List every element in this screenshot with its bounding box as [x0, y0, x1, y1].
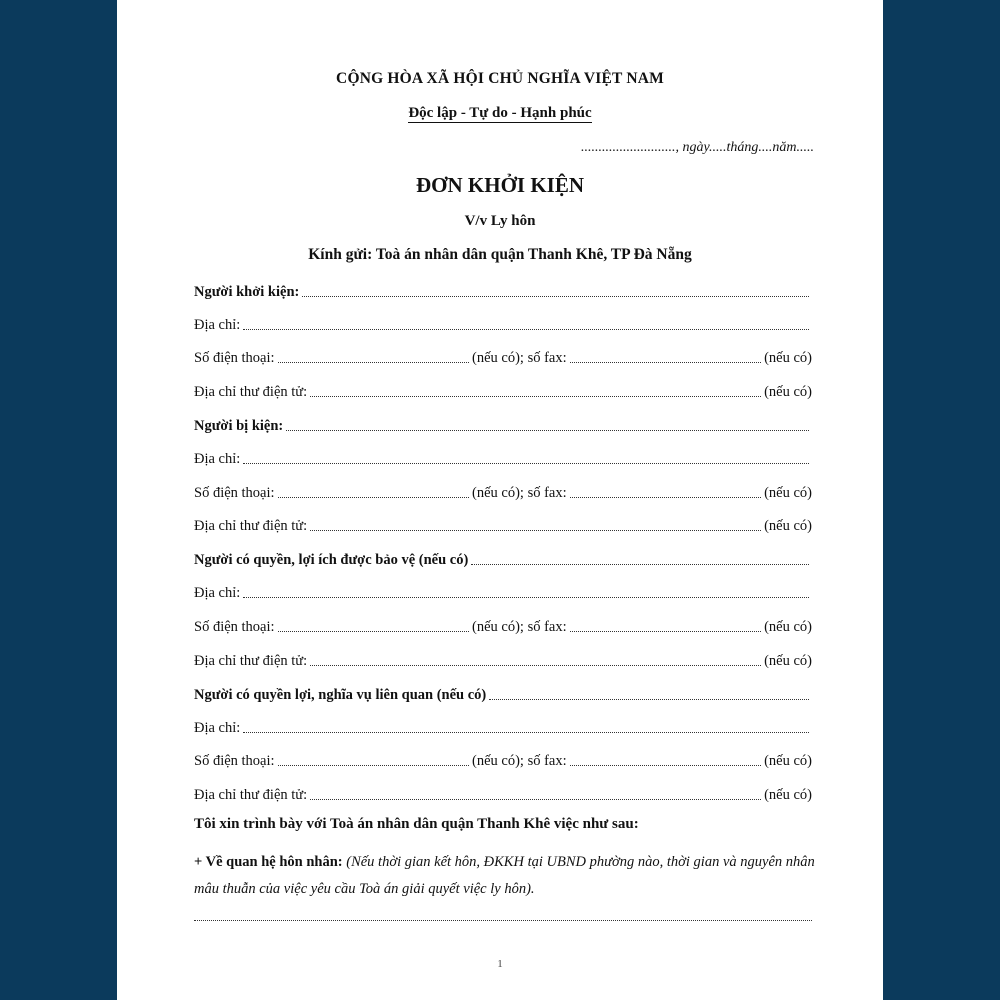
related-party-address-row [194, 715, 812, 737]
email-label: Địa chỉ thư điện tử: [194, 518, 308, 534]
protected-party-name-field[interactable] [471, 563, 809, 565]
address-label: Địa chỉ: [194, 451, 241, 467]
protected-party-address-row [194, 580, 812, 602]
defendant-fax-field[interactable] [570, 496, 761, 498]
plaintiff-address-row [194, 312, 812, 334]
related-party-phone-row [194, 748, 812, 770]
if-any-label: (nếu có) [764, 619, 812, 635]
plaintiff-fax-field[interactable] [570, 361, 761, 363]
defendant-phone-field[interactable] [278, 496, 469, 498]
protected-party-phone-field[interactable] [278, 630, 469, 632]
email-label: Địa chỉ thư điện tử: [194, 384, 308, 400]
date-line: ..........................., ngày.....tháng....năm..... [581, 140, 814, 155]
if-any-label: (nếu có) [764, 485, 812, 501]
page-number: 1 [497, 958, 503, 970]
defendant-name-field[interactable] [286, 429, 809, 431]
if-any-label: (nếu có) [764, 384, 812, 400]
related-party-label: Người có quyền lợi, nghĩa vụ liên quan (nếu có) [194, 687, 487, 703]
plaintiff-name-row [194, 279, 812, 301]
defendant-phone-row [194, 480, 812, 502]
address-label: Địa chỉ: [194, 317, 241, 333]
motto [117, 105, 883, 122]
email-label: Địa chỉ thư điện tử: [194, 787, 308, 803]
protected-party-row [194, 547, 812, 569]
statement-intro: Tôi xin trình bày với Toà án nhân dân quận Thanh Khê việc như sau: [194, 816, 639, 832]
recipient-line: Kính gửi: Toà án nhân dân quận Thanh Khê, TP Đà Nẵng [308, 246, 692, 263]
protected-party-label: Người có quyền, lợi ích được bảo vệ (nếu có) [194, 552, 469, 568]
plaintiff-name-field[interactable] [302, 295, 809, 297]
related-party-fax-field[interactable] [570, 764, 761, 766]
if-any-label: (nếu có) [764, 787, 812, 803]
defendant-name-row [194, 413, 812, 435]
related-party-address-field[interactable] [243, 731, 809, 733]
related-party-email-field[interactable] [310, 798, 761, 800]
defendant-email-field[interactable] [310, 529, 761, 531]
related-party-name-field[interactable] [489, 698, 809, 700]
form-subject: V/v Ly hôn [464, 213, 536, 229]
plaintiff-email-field[interactable] [310, 395, 761, 397]
marriage-details-field[interactable] [194, 918, 812, 921]
related-party-phone-field[interactable] [278, 764, 469, 766]
document-page [117, 0, 883, 1000]
form-title: ĐƠN KHỞI KIỆN [415, 173, 585, 197]
if-any-label: (nếu có) [764, 350, 812, 366]
protected-party-phone-row [194, 614, 812, 636]
protected-party-email-row [194, 648, 812, 670]
if-any-label: (nếu có) [764, 653, 812, 669]
marriage-heading: + Về quan hệ hôn nhân: [194, 854, 343, 870]
protected-party-fax-field[interactable] [570, 630, 761, 632]
fax-label: (nếu có); số fax: [472, 350, 567, 366]
protected-party-email-field[interactable] [310, 664, 761, 666]
phone-label: Số điện thoại: [194, 619, 275, 635]
email-label: Địa chỉ thư điện tử: [194, 653, 308, 669]
fax-label: (nếu có); số fax: [472, 619, 567, 635]
fax-label: (nếu có); số fax: [472, 485, 567, 501]
defendant-address-field[interactable] [243, 462, 809, 464]
defendant-address-row [194, 446, 812, 468]
defendant-label: Người bị kiện: [194, 418, 284, 434]
related-party-email-row [194, 782, 812, 804]
marriage-paragraph [194, 849, 818, 903]
phone-label: Số điện thoại: [194, 753, 275, 769]
plaintiff-phone-field[interactable] [278, 361, 469, 363]
plaintiff-label: Người khởi kiện: [194, 284, 300, 300]
if-any-label: (nếu có) [764, 753, 812, 769]
protected-party-address-field[interactable] [243, 596, 809, 598]
phone-label: Số điện thoại: [194, 485, 275, 501]
plaintiff-email-row [194, 379, 812, 401]
address-label: Địa chỉ: [194, 720, 241, 736]
plaintiff-phone-row [194, 345, 812, 367]
marriage-hint: (Nếu thời gian kết hôn, ĐKKH tại UBND phường nào, thời gian và nguyên nhân mâu thuẫn của việc yêu cầu Toà án giải quyết việc ly hôn). [194, 854, 815, 897]
related-party-row [194, 682, 812, 704]
if-any-label: (nếu có) [764, 518, 812, 534]
defendant-email-row [194, 513, 812, 535]
plaintiff-address-field[interactable] [243, 328, 809, 330]
national-title: CỘNG HÒA XÃ HỘI CHỦ NGHĨA VIỆT NAM [336, 70, 664, 87]
fax-label: (nếu có); số fax: [472, 753, 567, 769]
motto-text: Độc lập - Tự do - Hạnh phúc [408, 105, 592, 121]
phone-label: Số điện thoại: [194, 350, 275, 366]
address-label: Địa chỉ: [194, 585, 241, 601]
